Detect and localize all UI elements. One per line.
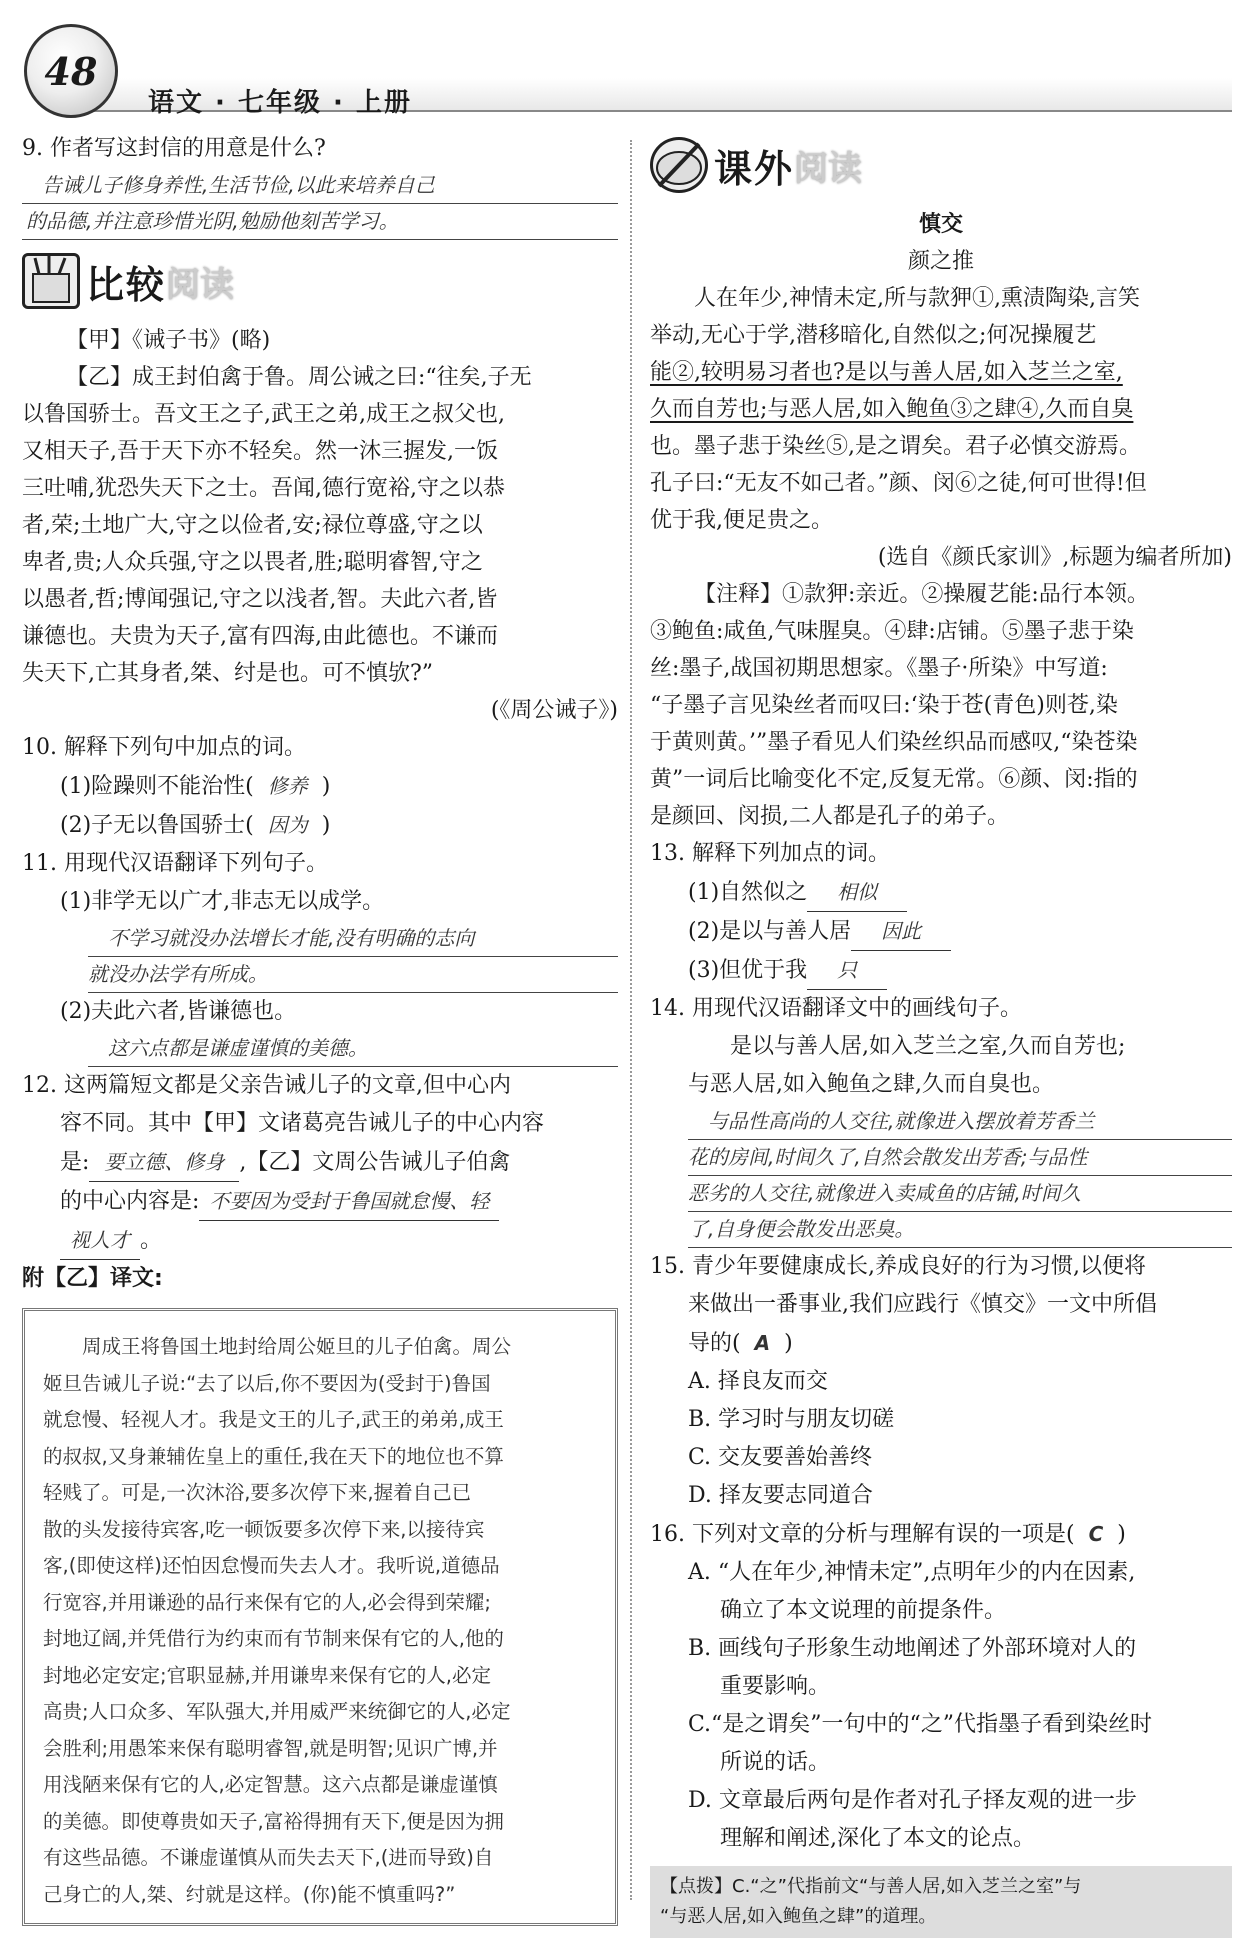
translation-line: 用浅陋来保有它的人,必定智慧。这六点都是谦虚谨慎 xyxy=(43,1773,498,1796)
yi-source: (《周公诫子》) xyxy=(490,698,618,723)
passage-line: 能②,较明易习者也?是以与善人居,如入芝兰之室, xyxy=(650,360,1123,385)
pencil-cup-icon xyxy=(22,253,80,309)
passage-line: 孔子曰:“无友不如己者。”颜、闵⑥之徒,何可世得!但 xyxy=(650,471,1147,496)
note-line: 是颜回、闵损,二人都是孔子的弟子。 xyxy=(650,804,1009,829)
q16-option-b-cont: 重要影响。 xyxy=(720,1674,831,1699)
passage-line: 久而自芳也;与恶人居,如入鲍鱼③之肆④,久而自臭 xyxy=(650,397,1134,422)
note-line: 【注释】①款狎:亲近。②操履艺能:品行本领。 xyxy=(694,582,1149,607)
q13-item1: (1)自然似之 相似 xyxy=(650,873,1232,912)
q12-line3: 是: 要立德、修身 ,【乙】文周公告诫儿子伯禽 xyxy=(22,1143,618,1182)
translation-line: 封地辽阔,并凭借行为约束而有节制来保有它的人,他的 xyxy=(43,1627,504,1650)
q14-sentence2: 与恶人居,如入鲍鱼之肆,久而自臭也。 xyxy=(688,1072,1054,1097)
passage-author: 颜之推 xyxy=(907,249,974,274)
banner-ghost: 阅读 xyxy=(794,148,863,189)
banner-ghost: 阅读 xyxy=(166,264,235,305)
page-header xyxy=(18,18,1232,126)
translation-line: 有这些品德。不谦虚谨慎从而失去天下,(进而导致)自 xyxy=(43,1846,494,1869)
q14-answer-line: 花的房间,时间久了,自然会散发出芳香;与品性 xyxy=(688,1140,1232,1176)
notes xyxy=(650,576,1232,835)
q14-answer-line: 了,自身便会散发出恶臭。 xyxy=(688,1212,1232,1248)
q11-item1: (1)非学无以广才,非志无以成学。 xyxy=(60,889,385,914)
q10-item1: (1)险躁则不能治性( 修养 ) xyxy=(60,774,331,799)
banner-main: 比较 xyxy=(86,262,167,307)
passage-line: 也。墨子悲于染丝⑤,是之谓矣。君子必慎交游焉。 xyxy=(650,434,1141,459)
q11-question: 11. 用现代汉语翻译下列句子。 xyxy=(22,851,328,876)
note-line: 黄”一词后比喻变化不定,反复无常。⑥颜、闵:指的 xyxy=(650,767,1138,792)
q10-question: 10. 解释下列句中加点的词。 xyxy=(22,735,306,760)
passage-line: 举动,无心于学,潜移暗化,自然似之;何况操履艺 xyxy=(650,323,1097,348)
appendix-title: 附【乙】译文: xyxy=(22,1266,163,1291)
hint-line: “与恶人居,如入鲍鱼之肆”的道理。 xyxy=(660,1906,937,1927)
page-number-badge xyxy=(24,24,118,118)
q9-answer-line2: 的品德,并注意珍惜光阴,勉励他刻苦学习。 xyxy=(22,204,618,240)
translation-line: 高贵;人口众多、军队强大,并用威严来统御它的人,必定 xyxy=(43,1700,511,1723)
q11-item2: (2)夫此六者,皆谦德也。 xyxy=(60,999,297,1024)
note-line: ③鲍鱼:咸鱼,气味腥臭。④肆:店铺。⑤墨子悲于染 xyxy=(650,619,1134,644)
yi-line: 又相天子,吾于天下亦不轻矣。然一沐三握发,一饭 xyxy=(22,439,498,464)
q15-option-d: D. 择友要志同道合 xyxy=(688,1483,873,1508)
q13-question: 13. 解释下列加点的词。 xyxy=(650,841,890,866)
q12-line5: 视人才 。 xyxy=(22,1221,618,1260)
q13-item2: (2)是以与善人居 因此 xyxy=(650,912,1232,951)
jia-text: 【甲】《诫子书》(略) xyxy=(66,328,271,353)
translation-box xyxy=(22,1308,618,1926)
passage-title: 慎交 xyxy=(918,212,963,237)
q9-question: 9. 作者写这封信的用意是什么? xyxy=(22,136,326,161)
note-line: 于黄则黄。’”墨子看见人们染丝织品而感叹,“染苍染 xyxy=(650,730,1138,755)
q10-item2: (2)子无以鲁国骄士( 因为 ) xyxy=(60,813,331,838)
translation-line: 轻贱了。可是,一次沐浴,要多次停下来,握着自己已 xyxy=(43,1481,472,1504)
extracurricular-reading-banner xyxy=(650,130,1232,200)
q16-option-c-cont: 所说的话。 xyxy=(720,1750,831,1775)
yi-line: 【乙】成王封伯禽于鲁。周公诫之曰:“往矣,子无 xyxy=(66,365,532,390)
note-line: 丝:墨子,战国初期思想家。《墨子·所染》中写道: xyxy=(650,656,1108,681)
q16-option-d: D. 文章最后两句是作者对孔子择友观的进一步 xyxy=(688,1788,1137,1813)
yi-line: 者,荣;土地广大,守之以俭者,安;禄位尊盛,守之以 xyxy=(22,513,483,538)
yi-line: 失天下,亡其身者,桀、纣是也。可不慎欤?” xyxy=(22,661,434,686)
q12-line1: 12. 这两篇短文都是父亲告诫儿子的文章,但中心内 xyxy=(22,1073,511,1098)
right-column xyxy=(650,130,1232,1938)
translation-line: 封地必定安定;官职显赫,并用谦卑来保有它的人,必定 xyxy=(43,1663,491,1687)
translation-line: 就怠慢、轻视人才。我是文王的儿子,武王的弟弟,成王 xyxy=(43,1408,504,1431)
q14-answer-line: 与品性高尚的人交往,就像进入摆放着芳香兰 xyxy=(688,1104,1232,1140)
passage-line: 人在年少,神情未定,所与款狎①,熏渍陶染,言笑 xyxy=(694,286,1140,311)
q15-line3: 导的( A ) xyxy=(688,1331,793,1356)
q16-option-b: B. 画线句子形象生动地阐述了外部环境对人的 xyxy=(688,1636,1137,1661)
q14-sentence1: 是以与善人居,如入芝兰之室,久而自芳也; xyxy=(730,1034,1126,1059)
q16-option-d-cont: 理解和阐述,深化了本文的论点。 xyxy=(720,1826,1035,1851)
header-title: 语文 · 七年级 · 上册 xyxy=(148,88,412,118)
q11-item1-ans-line2: 就没办法学有所成。 xyxy=(88,957,618,993)
brush-palette-icon xyxy=(650,137,708,193)
q16-line1: 16. 下列对文章的分析与理解有误的一项是( C ) xyxy=(650,1522,1126,1547)
translation-line: 周成王将鲁国土地封给周公姬旦的儿子伯禽。周公 xyxy=(82,1335,512,1358)
note-line: “子墨子言见染丝者而叹曰:‘染于苍(青色)则苍,染 xyxy=(650,693,1118,718)
yi-line: 三吐哺,犹恐失天下之士。吾闻,德行宽裕,守之以恭 xyxy=(22,476,505,501)
compare-reading-banner xyxy=(22,246,618,316)
passage-line: 优于我,便足贵之。 xyxy=(650,508,833,533)
column-divider xyxy=(630,140,632,1900)
q16-option-a: A. “人在年少,神情未定”,点明年少的内在因素, xyxy=(688,1560,1136,1585)
q9-answer-line1: 告诫儿子修身养性,生活节俭,以此来培养自己 xyxy=(22,168,618,204)
q15-line1: 15. 青少年要健康成长,养成良好的行为习惯,以便将 xyxy=(650,1254,1146,1279)
q12-line4: 的中心内容是: 不要因为受封于鲁国就怠慢、轻 xyxy=(22,1182,618,1221)
passage-source: (选自《颜氏家训》,标题为编者所加) xyxy=(877,545,1232,570)
translation-line: 己身亡的人,桀、纣就是这样。(你)能不慎重吗?” xyxy=(43,1882,456,1906)
q16-option-c: C.“是之谓矣”一句中的“之”代指墨子看到染丝时 xyxy=(688,1712,1153,1737)
q16-option-a-cont: 确立了本文说理的前提条件。 xyxy=(720,1598,1007,1623)
hint-box xyxy=(650,1866,1232,1938)
q15-option-a: A. 择良友而交 xyxy=(688,1369,828,1394)
page-number: 48 xyxy=(44,48,98,94)
translation-line: 会胜利;用愚笨来保有聪明睿智,就是明智;见识广博,并 xyxy=(43,1736,498,1760)
translation-line: 散的头发接待宾客,吃一顿饭要多次停下来,以接待宾 xyxy=(43,1517,485,1541)
q14-question: 14. 用现代汉语翻译文中的画线句子。 xyxy=(650,996,1022,1021)
hint-line: 【点拨】C.“之”代指前文“与善人居,如入芝兰之室”与 xyxy=(660,1876,1082,1897)
yi-line: 谦德也。夫贵为天子,富有四海,由此德也。不谦而 xyxy=(22,624,498,649)
q11-item1-ans-line1: 不学习就没办法增长才能,没有明确的志向 xyxy=(88,921,618,957)
q15-line2: 来做出一番事业,我们应践行《慎交》一文中所倡 xyxy=(688,1292,1157,1317)
translation-line: 行宽容,并用谦逊的品行来保有它的人,必会得到荣耀; xyxy=(43,1590,491,1614)
translation-line: 的美德。即使尊贵如天子,富裕得拥有天下,便是因为拥 xyxy=(43,1809,504,1833)
banner-main: 课外 xyxy=(714,146,795,191)
left-column xyxy=(22,130,618,1926)
yi-line: 以鲁国骄士。吾文王之子,武王之弟,成王之叔父也, xyxy=(22,402,505,427)
yi-line: 卑者,贵;人众兵强,守之以畏者,胜;聪明睿智,守之 xyxy=(22,550,483,575)
q12-line2: 容不同。其中【甲】文诸葛亮告诫儿子的中心内容 xyxy=(60,1111,545,1136)
q11-item2-ans: 这六点都是谦虚谨慎的美德。 xyxy=(88,1031,618,1067)
translation-line: 的叔叔,又身兼辅佐皇上的重任,我在天下的地位也不算 xyxy=(43,1444,504,1468)
yi-line: 以愚者,哲;博闻强记,守之以浅者,智。夫此六者,皆 xyxy=(22,587,498,612)
q15-option-c: C. 交友要善始善终 xyxy=(688,1445,873,1470)
q13-item3: (3)但优于我 只 xyxy=(650,951,1232,990)
passage xyxy=(650,280,1232,539)
translation-line: 客,(即使这样)还怕因怠慢而失去人才。我听说,道德品 xyxy=(43,1554,500,1577)
q15-option-b: B. 学习时与朋友切磋 xyxy=(688,1407,895,1432)
translation-line: 姬旦告诫儿子说:“去了以后,你不要因为(受封于)鲁国 xyxy=(43,1371,491,1395)
q14-answer-line: 恶劣的人交往,就像进入卖咸鱼的店铺,时间久 xyxy=(688,1176,1232,1212)
yi-passage xyxy=(22,359,618,692)
